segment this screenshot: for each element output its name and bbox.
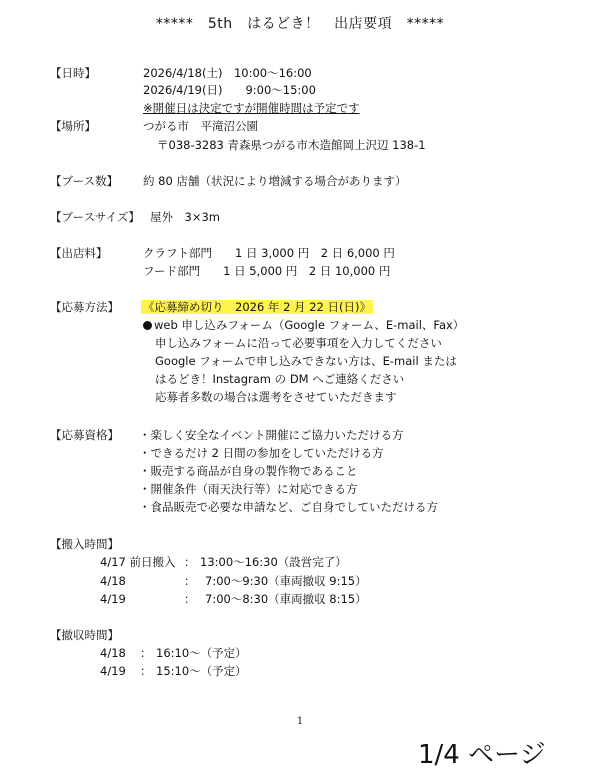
- bullet-icon: [143, 321, 152, 330]
- setup-row-1-date: 4/17 前日搬入: [100, 555, 176, 569]
- application-line-4: 応募者多数の場合は選考をさせていただきます: [155, 390, 397, 404]
- qualification-label: 【応募資格】: [50, 428, 119, 442]
- setup-row-3-time: 7:00～8:30（車両撤収 8:15）: [205, 592, 367, 606]
- application-line-2: Google フォームで申し込みできない方は、E-mail または: [155, 354, 457, 368]
- setup-row-2-time: 7:00～9:30（車両撤収 9:15）: [205, 574, 367, 588]
- deadline-highlight: 《応募締め切り 2026 年 2 月 22 日(日)》: [143, 300, 371, 314]
- page-indicator: 1/4 ページ: [418, 740, 546, 770]
- setup-label: 【搬入時間】: [50, 537, 119, 551]
- setup-row-1-time: 13:00～16:30（設営完了）: [200, 555, 347, 569]
- fee-food: フード部門 1 日 5,000 円 2 日 10,000 円: [143, 264, 391, 278]
- venue-name: つがる市 平滝沼公園: [143, 119, 258, 133]
- page-number: 1: [296, 716, 304, 727]
- booth-size-label: 【ブースサイズ】: [50, 210, 140, 224]
- application-method: [143, 317, 464, 333]
- application-label: 【応募方法】: [50, 300, 119, 314]
- datetime-note: ※開催日は決定ですが開催時間は予定です: [143, 101, 360, 115]
- venue-address: 〒038-3283 青森県つがる市木造館岡上沢辺 138-1: [157, 138, 426, 152]
- application-line-3: はるどき！Instagram の DM へご連絡ください: [155, 372, 405, 386]
- teardown-row-1-sep: ：: [140, 646, 152, 660]
- datetime-day1: 2026/4/18(土) 10:00～16:00: [143, 66, 312, 80]
- venue-label: 【場所】: [50, 119, 96, 133]
- teardown-row-1-date: 4/18: [100, 646, 126, 660]
- booth-size-value: 屋外 3×3m: [150, 210, 220, 224]
- teardown-row-2-sep: ：: [140, 664, 152, 678]
- page-title: ***** 5th はるどき！ 出店要項 *****: [155, 16, 445, 32]
- booth-count-label: 【ブース数】: [50, 174, 119, 188]
- application-deadline: [141, 299, 373, 315]
- fee-label: 【出店料】: [50, 246, 108, 260]
- teardown-row-2-time: 15:10～（予定）: [156, 664, 247, 678]
- setup-row-2-sep: ：: [184, 574, 196, 588]
- application-method-text: web 申し込みフォーム（Google フォーム、E-mail、Fax）: [154, 318, 465, 332]
- booth-count-value: 約 80 店舗（状況により増減する場合があります）: [143, 174, 407, 188]
- teardown-row-2-date: 4/19: [100, 664, 126, 678]
- qualification-item-1: ・楽しく安全なイベント開催にご協力いただける方: [139, 428, 404, 442]
- datetime-label: 【日時】: [50, 66, 96, 80]
- qualification-item-5: ・食品販売で必要な申請など、ご自身でしていただける方: [139, 500, 438, 514]
- teardown-row-1-time: 16:10～（予定）: [156, 646, 247, 660]
- application-line-1: 申し込みフォームに沿って必要事項を入力してください: [155, 336, 442, 350]
- setup-row-3-date: 4/19: [100, 592, 126, 606]
- datetime-day2: 2026/4/19(日) 9:00～15:00: [143, 83, 316, 97]
- setup-row-1-sep: ：: [184, 555, 196, 569]
- setup-row-3-sep: ：: [184, 592, 196, 606]
- fee-craft: クラフト部門 1 日 3,000 円 2 日 6,000 円: [143, 246, 395, 260]
- setup-row-2-date: 4/18: [100, 574, 126, 588]
- teardown-label: 【撤収時間】: [50, 628, 119, 642]
- qualification-item-3: ・販売する商品が自身の製作物であること: [139, 464, 358, 478]
- qualification-item-4: ・開催条件（雨天決行等）に対応できる方: [139, 482, 358, 496]
- qualification-item-2: ・できるだけ 2 日間の参加をしていただける方: [139, 446, 384, 460]
